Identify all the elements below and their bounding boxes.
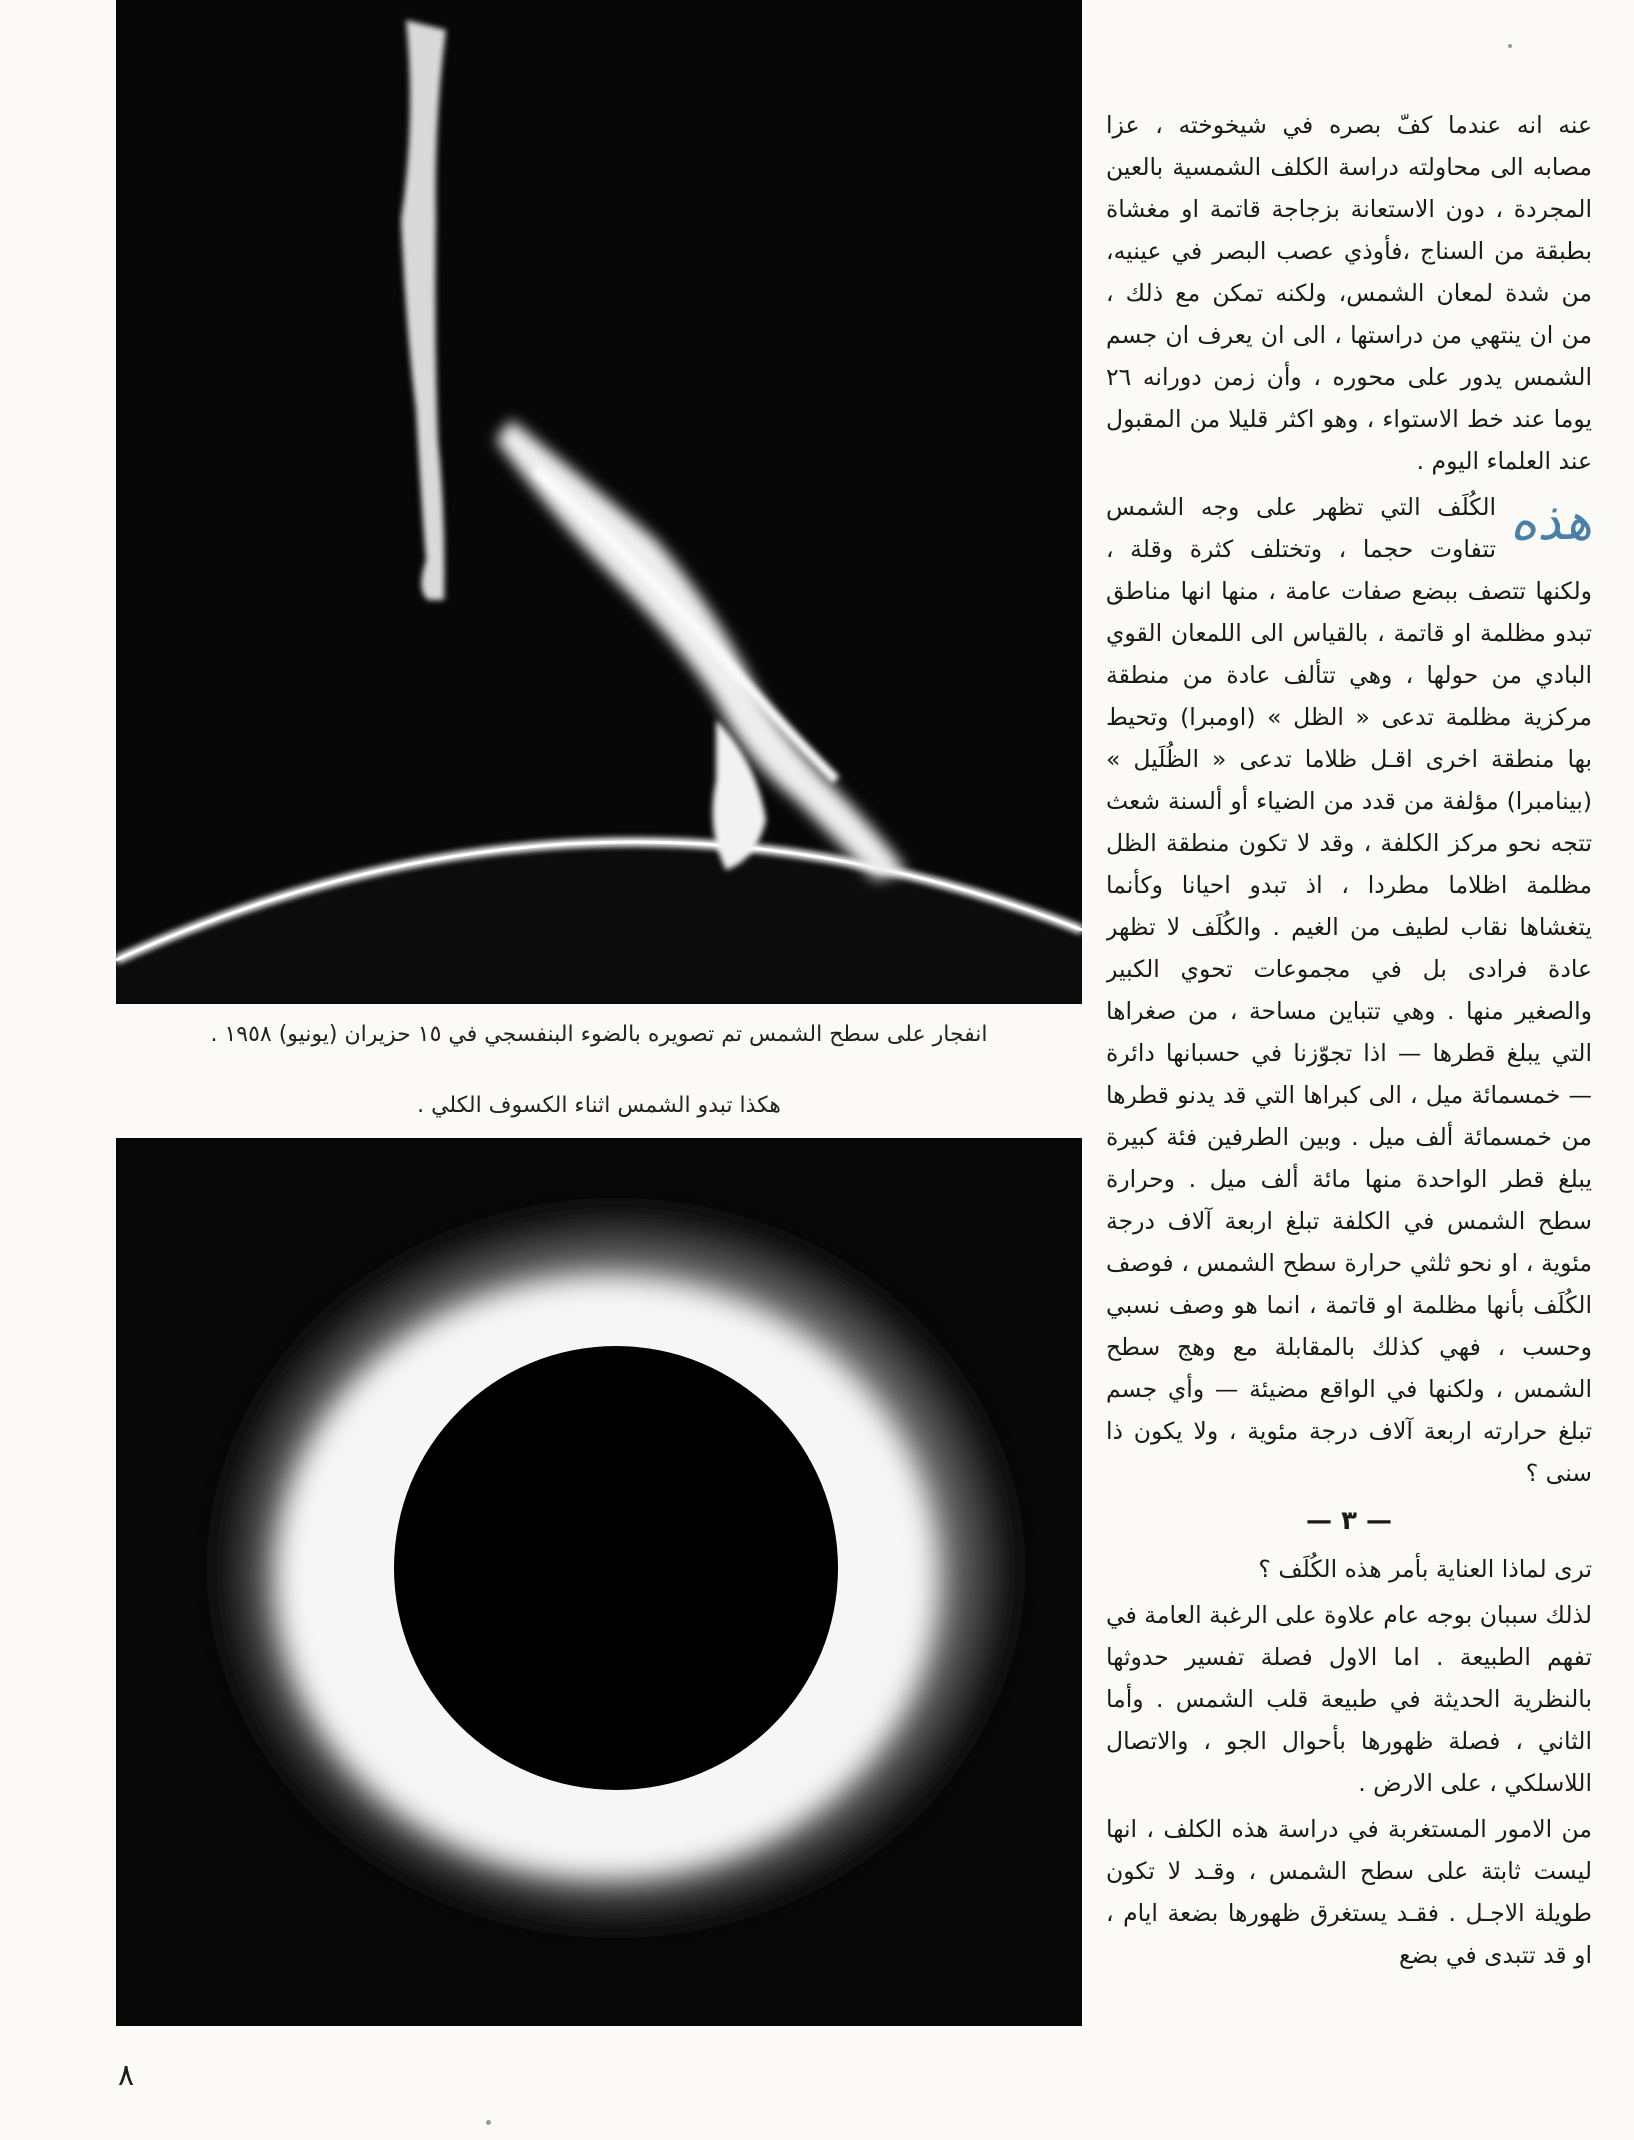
- solar-flare-photo: [116, 0, 1082, 1004]
- article-paragraph-text: الكُلَف التي تظهر على وجه الشمس تتفاوت حجما ، وتختلف كثرة وقلة ، ولكنها تتصف ببضع صفات عامة ، منها انها مناطق تبدو مظلمة او قاتمة ، بالقياس الى اللمعان القوي البادي من حولها ، وهي تتألف عادة من منطقة مركزية مظلمة تدعى « الظل » (اومبرا) وتحيط بها منطقة اخرى اقـل ظلاما تدعى « الظُلَيل » (بينامبرا) مؤلفة من قدد من الضياء أو ألسنة شعث تتجه نحو مركز الكلفة ، وقد لا تكون منطقة الظل مظلمة اظلاما مطردا ، اذ تبدو احيانا وكأنما يتغشاها نقاب لطيف من الغيم . والكُلَف لا تظهر عادة فرادى بل في مجموعات تحوي الكبير والصغير منها . وهي تتباين مساحة ، من صغراها التي يبلغ قطرها — اذا تجوّزنا في حسبانها دائرة — خمسمائة ميل ، الى كبراها التي قد يدنو قطرها من خمسمائة ألف ميل . وبين الطرفين فئة كبيرة يبلغ قطر الواحدة منها مائة ألف ميل . وحرارة سطح الشمس في الكلفة تبلغ اربعة آلاف درجة مئوية ، او نحو ثلثي حرارة سطح الشمس ، فوصف الكُلَف بأنها مظلمة او قاتمة ، انما هو وصف نسبي وحسب ، فهي كذلك بالمقابلة مع وهج سطح الشمس ، ولكنها في الواقع مضيئة — وأي جسم تبلغ حرارته اربعة آلاف درجة مئوية ، ولا يكون ذا سنى ؟: [1106, 493, 1592, 1487]
- article-paragraph-dropcap: [1106, 486, 1592, 1494]
- print-speck: [1508, 44, 1512, 48]
- article-paragraph: ترى لماذا العناية بأمر هذه الكُلَف ؟: [1258, 1555, 1592, 1583]
- drop-cap-word: هذه: [1510, 492, 1592, 552]
- page-number: ٨: [118, 2058, 135, 2093]
- flare-photo-caption: انفجار على سطح الشمس تم تصويره بالضوء البنفسجي في ١٥ حزيران (يونيو) ١٩٥٨ .: [210, 1022, 988, 1047]
- article-paragraph: لذلك سببان بوجه عام علاوة على الرغبة العامة في تفهم الطبيعة . اما الاول فصلة تفسير حدوثها بالنظرية الحديثة في طبيعة قلب الشمس . وأما الثاني ، فصلة ظهورها بأحوال الجو ، والاتصال اللاسلكي ، على الارض .: [1106, 1601, 1592, 1797]
- print-speck: [486, 2120, 491, 2125]
- article-paragraph: من الامور المستغربة في دراسة هذه الكلف ، انها ليست ثابتة على سطح الشمس ، وقـد لا تكون طويلة الاجـل . فقـد يستغرق ظهورها بضعة ايام ، او قد تتبدى في بضع: [1106, 1815, 1592, 1969]
- article-paragraph: عنه انه عندما كفّ بصره في شيخوخته ، عزا مصابه الى محاولته دراسة الكلف الشمسية بالعين المجردة ، دون الاستعانة بزجاجة قاتمة او مغشاة بطبقة من السناج ،فأوذي عصب البصر في عينيه، من شدة لمعان الشمس، ولكنه تمكن مع ذلك ، من ان ينتهي من دراستها ، الى ان يعرف ان جسم الشمس يدور على محوره ، وأن زمن دورانه ٢٦ يوما عند خط الاستواء ، وهو اكثر قليلا من المقبول عند العلماء اليوم .: [1106, 111, 1592, 475]
- eclipse-photo-caption: هكذا تبدو الشمس اثناء الكسوف الكلي .: [417, 1093, 781, 1118]
- section-number: — ٣ —: [1306, 1506, 1392, 1536]
- total-eclipse-photo: [116, 1138, 1082, 2026]
- article-column: [1106, 104, 1592, 2044]
